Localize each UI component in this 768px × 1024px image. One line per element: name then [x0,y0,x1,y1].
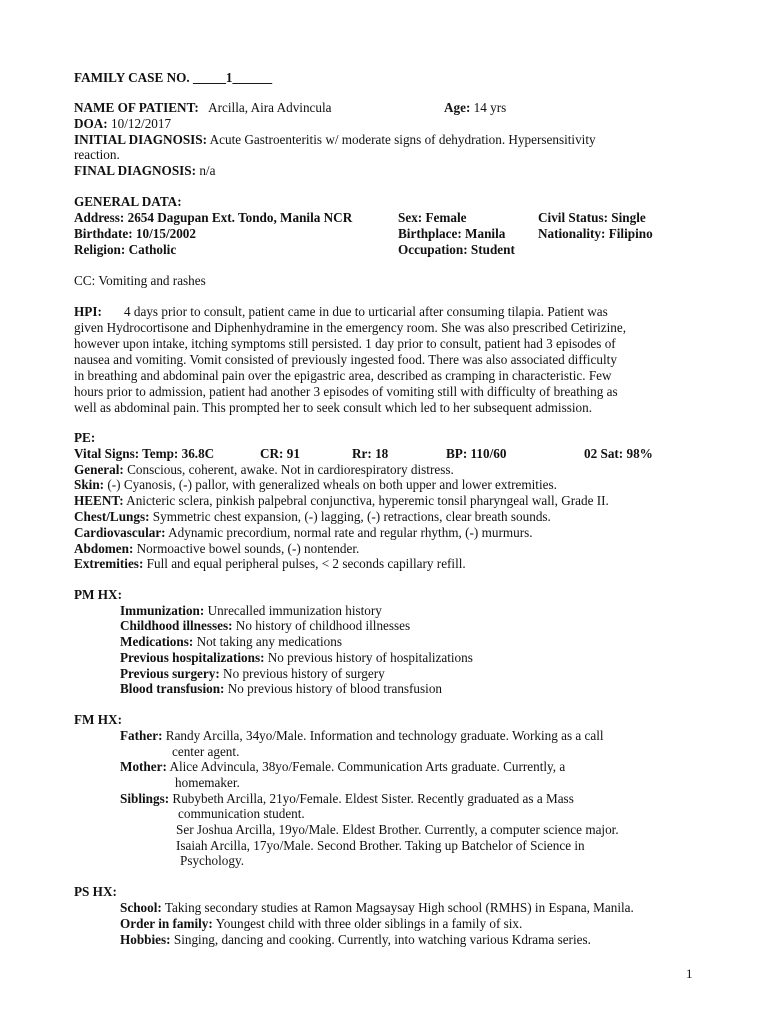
pmhx-value: Unrecalled immunization history [207,603,382,618]
vital-cr: CR: 91 [260,446,300,461]
final-diagnosis-value: n/a [199,163,216,178]
pshx-school [120,900,634,916]
birthplace: Birthplace: Manila [398,226,506,241]
fmhx-heading: FM HX: [74,712,122,727]
pshx-label: Hobbies: [120,932,171,947]
initial-diagnosis-cont: reaction. [74,147,120,162]
patient-name-line [74,100,332,116]
fmhx-value: Randy Arcilla, 34yo/Male. Information and technology graduate. Working as a call [165,728,604,743]
hpi-label: HPI: [74,304,102,319]
pe-general [74,462,454,478]
fmhx-siblings-cont: Psychology. [180,853,244,868]
fmhx-father-cont: center agent. [172,744,240,759]
sex: Sex: Female [398,210,467,225]
pmhx-label: Blood transfusion: [120,681,225,696]
fmhx-siblings-cont: Ser Joshua Arcilla, 19yo/Male. Eldest Brother. Currently, a computer science major. [176,822,619,837]
pshx-value: Youngest child with three older siblings in a family of six. [215,916,523,931]
pe-label: Abdomen: [74,541,134,556]
pe-value: Anicteric sclera, pinkish palpebral conjunctiva, hyperemic tonsil pharyngeal wall, Grade II. [126,493,609,508]
fmhx-siblings-cont: Isaiah Arcilla, 17yo/Male. Second Brother. Taking up Batchelor of Science in [176,838,585,853]
civil-status: Civil Status: Single [538,210,646,225]
hpi-line: hours prior to admission, patient had another 3 episodes of vomiting still with difficulty of breathing as [74,384,618,399]
pe-value: (-) Cyanosis, (-) pallor, with generalized wheals on both upper and lower extremities. [107,477,557,492]
pshx-order [120,916,522,932]
age-value: 14 yrs [473,100,507,115]
case-number: FAMILY CASE NO. _____1______ [74,70,273,85]
final-diagnosis-label: FINAL DIAGNOSIS: [74,163,197,178]
pe-label: Chest/Lungs: [74,509,150,524]
pmhx-value: No history of childhood illnesses [235,618,411,633]
vital-bp: BP: 110/60 [446,446,507,461]
pmhx-value: Not taking any medications [196,634,342,649]
vital-o2: 02 Sat: 98% [584,446,653,461]
fmhx-label: Father: [120,728,163,743]
pshx-label: School: [120,900,162,915]
vital-rr: Rr: 18 [352,446,389,461]
pe-label: Cardiovascular: [74,525,166,540]
hpi-line: 4 days prior to consult, patient came in due to urticarial after consuming tilapia. Patient was [124,304,608,319]
pmhx-value: No previous history of blood transfusion [227,681,443,696]
patient-name-value: Arcilla, Aira Advincula [208,100,332,115]
pe-value: Conscious, coherent, awake. Not in cardiorespiratory distress. [127,462,454,477]
pe-label: HEENT: [74,493,124,508]
fmhx-siblings-cont: communication student. [178,806,305,821]
pmhx-label: Previous surgery: [120,666,220,681]
pmhx-surgery [120,666,385,682]
fmhx-siblings [120,791,574,807]
fmhx-mother [120,759,565,775]
hpi-line: nausea and vomiting. Vomit consisted of previously ingested food. There was also associated difficulty [74,352,617,367]
birthdate: Birthdate: 10/15/2002 [74,226,196,241]
initial-diagnosis-line [74,132,596,148]
pmhx-label: Childhood illnesses: [120,618,233,633]
pmhx-heading: PM HX: [74,587,122,602]
pmhx-childhood [120,618,410,634]
fmhx-value: Rubybeth Arcilla, 21yo/Female. Eldest Sister. Recently graduated as a Mass [172,791,574,806]
pe-value: Symmetric chest expansion, (-) lagging, (-) retractions, clear breath sounds. [152,509,551,524]
pshx-label: Order in family: [120,916,213,931]
age-line [444,100,506,116]
pe-value: Adynamic precordium, normal rate and regular rhythm, (-) murmurs. [168,525,533,540]
pmhx-transfusion [120,681,442,697]
initial-diagnosis-value: Acute Gastroenteritis w/ moderate signs of dehydration. Hypersensitivity [209,132,596,147]
pe-label: General: [74,462,124,477]
pmhx-value: No previous history of hospitalizations [267,650,473,665]
hpi-line: however upon intake, itching symptoms still persisted. 1 day prior to consult, patient had 3 episodes of [74,336,616,351]
page-number: 1 [686,966,693,981]
fmhx-label: Siblings: [120,791,170,806]
pe-chest [74,509,551,525]
pmhx-label: Immunization: [120,603,205,618]
doa-value: 10/12/2017 [111,116,172,131]
pe-cardio [74,525,533,541]
fmhx-value: Alice Advincula, 38yo/Female. Communication Arts graduate. Currently, a [169,759,566,774]
pmhx-immunization [120,603,382,619]
pmhx-medications [120,634,342,650]
hpi-line: given Hydrocortisone and Diphenhydramine in the emergency room. She was also prescribed Cetirizine, [74,320,627,335]
pmhx-label: Medications: [120,634,194,649]
pe-value: Full and equal peripheral pulses, < 2 seconds capillary refill. [146,556,466,571]
fmhx-label: Mother: [120,759,167,774]
doa-line [74,116,171,132]
pe-label: Extremities: [74,556,144,571]
pe-heading: PE: [74,430,96,445]
occupation: Occupation: Student [398,242,515,257]
vital-signs-temp: Vital Signs: Temp: 36.8C [74,446,215,461]
hpi-line: well as abdominal pain. This prompted her to seek consult which led to her subsequent admission. [74,400,593,415]
pmhx-value: No previous history of surgery [223,666,385,681]
nationality: Nationality: Filipino [538,226,653,241]
pe-abdomen [74,541,359,557]
age-label: Age: [444,100,471,115]
pshx-heading: PS HX: [74,884,117,899]
general-data-heading: GENERAL DATA: [74,194,182,209]
pshx-hobbies [120,932,591,948]
pe-skin [74,477,557,493]
pmhx-label: Previous hospitalizations: [120,650,265,665]
final-diagnosis-line [74,163,215,179]
pe-heent [74,493,609,509]
doa-label: DOA: [74,116,108,131]
address: Address: 2654 Dagupan Ext. Tondo, Manila NCR [74,210,353,225]
patient-name-label: NAME OF PATIENT: [74,100,199,115]
pshx-value: Taking secondary studies at Ramon Magsaysay High school (RMHS) in Espana, Manila. [164,900,634,915]
pe-extremities [74,556,466,572]
pe-label: Skin: [74,477,105,492]
initial-diagnosis-label: INITIAL DIAGNOSIS: [74,132,208,147]
chief-complaint: CC: Vomiting and rashes [74,273,206,288]
pe-value: Normoactive bowel sounds, (-) nontender. [136,541,360,556]
fmhx-father [120,728,604,744]
hpi-line: in breathing and abdominal pain over the epigastric area, described as cramping in characteristic. Few [74,368,612,383]
pshx-value: Singing, dancing and cooking. Currently, into watching various Kdrama series. [173,932,591,947]
religion: Religion: Catholic [74,242,177,257]
pmhx-hospitalizations [120,650,473,666]
fmhx-mother-cont: homemaker. [175,775,240,790]
